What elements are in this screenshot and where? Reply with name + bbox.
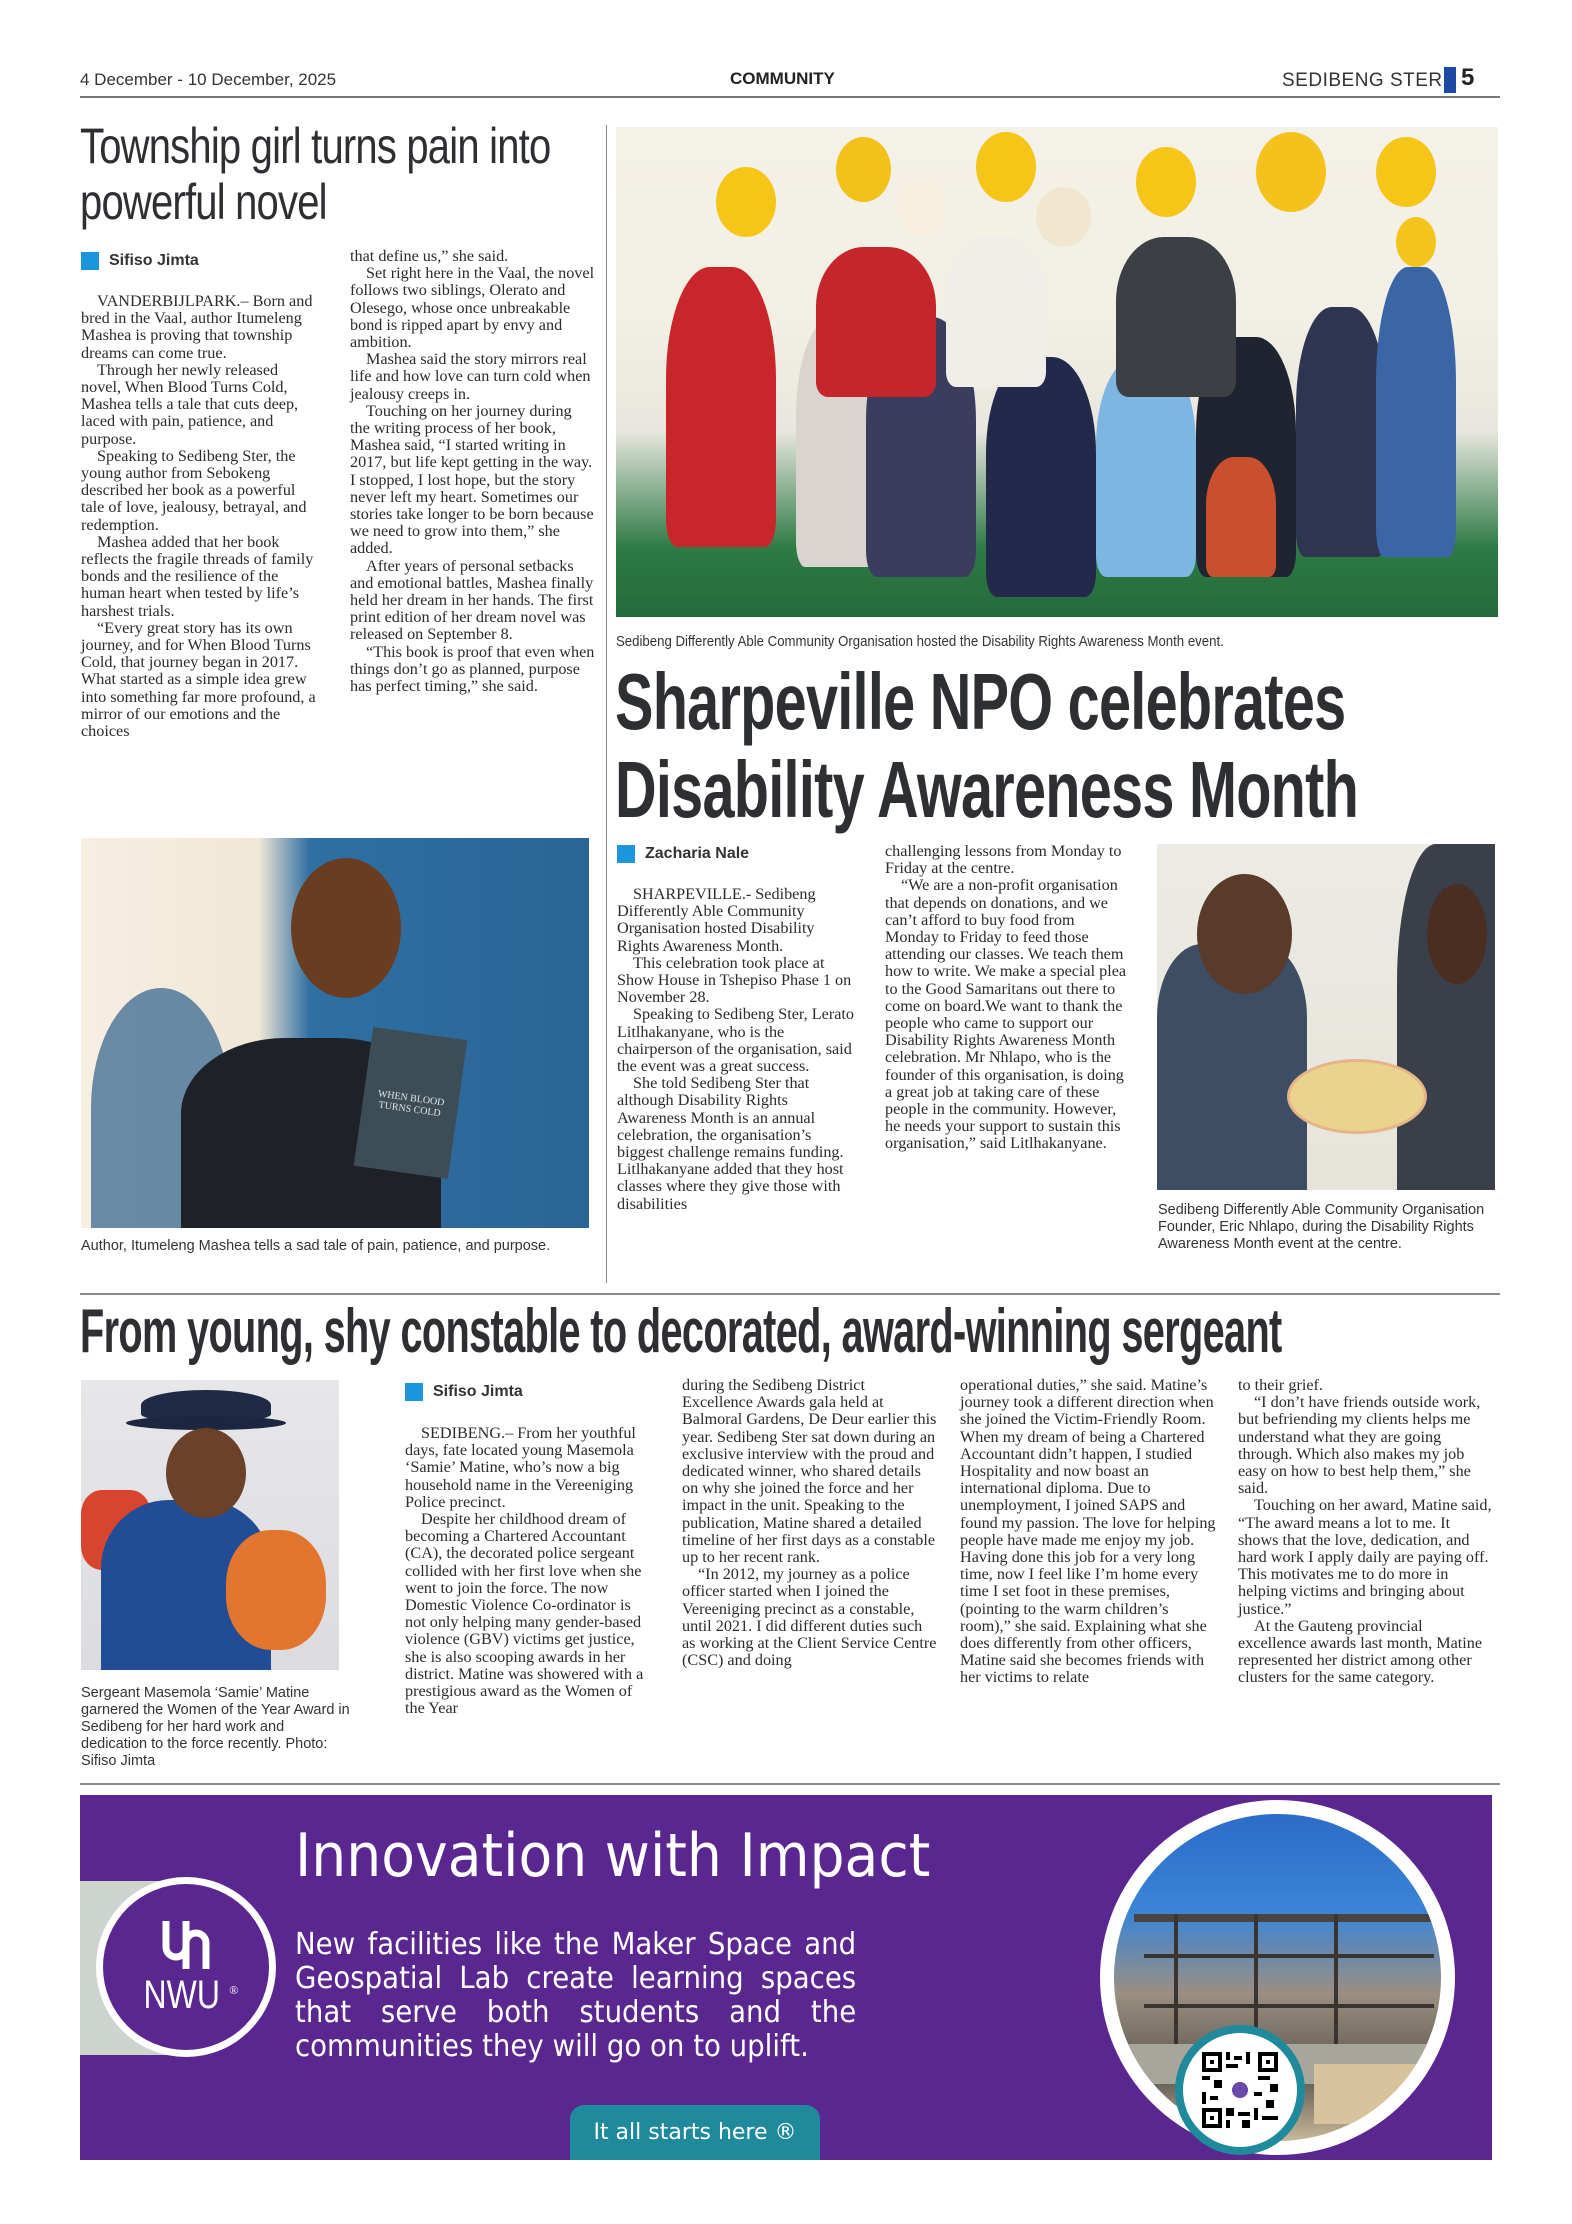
sergeant-photo-caption: Sergeant Masemola ‘Samie’ Matine garnered the Women of the Year Award in Sedibeng for her hard work and dedication to the force recently. Photo: Sifiso Jimta: [81, 1685, 350, 1769]
head-shape: [1197, 874, 1292, 994]
paragraph: “I don’t have friends outside work, but befriending my clients helps me understand what they are going through. Which also makes my job easy on how to best help them,” she said.: [1238, 1393, 1481, 1498]
paragraph: operational duties,” she said. Matine’s journey took a different direction when she joined the Victim-Friendly Room. When my dream of being a Chartered Accountant didn’t happen, I studied Hospitality and now boast an international diploma. Due to unemployment, I joined SAPS and found my passion. The love for helping people have made me enjoy my job. Having done this job for a very long time, now I feel like I’m home every time I set foot in these premises, (pointing to the warm children’s room),” she said. Explaining what she does differently from other officers, Matine said she becomes friends with her victims to relate: [960, 1376, 1216, 1687]
balloon: [976, 132, 1036, 202]
person-shape: [946, 237, 1046, 387]
column-divider: [606, 125, 607, 1283]
story2-column-1: [617, 886, 860, 1213]
story1-headline-line1: Township girl turns pain into: [80, 118, 551, 174]
person-shape: [816, 247, 936, 397]
registered-mark: ®: [229, 1982, 239, 1997]
section-divider: [80, 1293, 1500, 1295]
story3-headline: From young, shy constable to decorated, award-winning sergeant: [80, 1297, 1282, 1366]
nwu-wordmark: NWU: [143, 1972, 220, 2017]
section-label: COMMUNITY: [730, 69, 835, 88]
byline-marker-icon: [617, 845, 635, 863]
nwu-emblem-icon: [158, 1917, 214, 1973]
balloon: [716, 167, 776, 237]
paragraph: to their grief.: [1238, 1376, 1323, 1394]
paragraph: Set right here in the Vaal, the novel follows two siblings, Olerato and Olesego, whose once unbreakable bond is ripped apart by envy and ambition.: [350, 264, 595, 352]
person-shape: [1376, 267, 1456, 557]
nwu-logo: [96, 1877, 276, 2057]
author-photo: [81, 838, 589, 1228]
page-marker-block: [1444, 67, 1456, 93]
byline-author: Zacharia Nale: [645, 845, 750, 862]
paragraph: “This book is proof that even when things don’t go as planned, purpose has perfect timing,” she said.: [350, 642, 595, 696]
balloon: [1396, 217, 1436, 267]
founder-photo-caption: Sedibeng Differently Able Community Organisation Founder, Eric Nhlapo, during the Disability Rights Awareness Month event at the centre.: [1158, 1202, 1485, 1252]
story2-headline-line1: Sharpeville NPO celebrates: [615, 657, 1346, 746]
paragraph: Through her newly released novel, When Blood Turns Cold, Mashea tells a tale that cuts deep, laced with pain, patience, and purpose.: [81, 360, 299, 448]
face-shape: [166, 1428, 246, 1518]
story2-byline: [617, 845, 749, 863]
story1-headline: [80, 118, 550, 230]
paragraph: Mashea said the story mirrors real life and how love can turn cold when jealousy creeps in.: [350, 350, 591, 403]
story3-byline: [405, 1383, 523, 1401]
story1-headline-line2: powerful novel: [80, 174, 327, 230]
story3-column-1: [405, 1425, 655, 1717]
paragraph: “We are a non-profit organisation that depends on donations, and we can’t afford to buy food from Monday to Friday to feed those attending our classes. We teach them how to write. We make a special plea to the Good Samaritans out there to come on board.We want to thank the people who came to support our Disability Rights Awareness Month celebration. Mr Nhlapo, who is the founder of this organisation, is doing a great job at taking care of these people in the community. However, he needs your support to sustain this organisation,” said Litlhakanyane.: [885, 876, 1127, 1153]
plate-shape: [1287, 1059, 1427, 1134]
founder-feeding-photo: [1157, 844, 1495, 1190]
group-photo-caption: Sedibeng Differently Able Community Organisation hosted the Disability Rights Awareness Month event.: [616, 633, 1224, 650]
paragraph: She told Sedibeng Ster that although Disability Rights Awareness Month is an annual celebration, the organisation’s biggest challenge remains funding. Litlhakanyane added that they host classes where they give those with disabilities: [617, 1074, 844, 1213]
balloon: [836, 137, 891, 202]
face-shape: [291, 858, 401, 998]
byline-author: Sifiso Jimta: [109, 252, 199, 269]
byline-marker-icon: [81, 252, 99, 270]
issue-date-range: 4 December - 10 December, 2025: [80, 70, 337, 89]
paragraph: This celebration took place at Show House in Tshepiso Phase 1 on November 28.: [617, 953, 852, 1007]
story2-headline: [615, 658, 1358, 834]
balloon: [1376, 137, 1436, 207]
story3-column-3: [960, 1377, 1216, 1687]
person-shape: [986, 357, 1096, 597]
page-number: 5: [1461, 64, 1475, 91]
story1-column-1: [81, 293, 321, 740]
story1-byline: [81, 252, 199, 270]
story2-headline-line2: Disability Awareness Month: [615, 745, 1359, 834]
section-divider: [80, 1783, 1500, 1785]
advert-cta-button[interactable]: It all starts here ®: [570, 2105, 820, 2160]
paragraph: At the Gauteng provincial excellence awards last month, Matine represented her district among other clusters for the same category.: [1238, 1616, 1483, 1687]
advert-body: New facilities like the Maker Space and Geospatial Lab create learning spaces that serve both students and the communities they will go on to uplift.: [295, 1927, 857, 2064]
qr-code-frame[interactable]: [1175, 2025, 1305, 2155]
paragraph: Despite her childhood dream of becoming a Chartered Accountant (CA), the decorated police sergeant collided with her first love when she went to join the force. The now Domestic Violence Co-ordinator is not only helping many gender-based violence (GBV) victims get justice, she is also scooping awards in her district. Matine was showered with a prestigious award as the Women of the Year: [405, 1510, 644, 1718]
paragraph: Mashea added that her book reflects the fragile threads of family bonds and the resilience of the human heart when tested by life’s harshest trials.: [81, 532, 314, 620]
byline-marker-icon: [405, 1383, 423, 1401]
paragraph: Touching on her journey during the writing process of her book, Mashea said, “I started writing in 2017, but life kept getting in the way. I stopped, I lost hope, but the story never left my heart. Sometimes our stories take longer to be born because we need to grow into them,” she added.: [350, 401, 594, 558]
header-rule: [80, 96, 1500, 98]
paragraph: SEDIBENG.– From her youthful days, fate located young Masemola ‘Samie’ Matine, who’s now a big household name in the Vereeniging Police precinct.: [405, 1424, 636, 1511]
balloon: [1256, 132, 1326, 212]
paper-name: SEDIBENG STER: [1282, 70, 1443, 91]
book-cover: WHEN BLOOD TURNS COLD: [354, 1027, 468, 1179]
paragraph: during the Sedibeng District Excellence Awards gala held at Balmoral Gardens, De Deur earlier this year. Sedibeng Ster sat down during an exclusive interview with the proud and dedicated winner, who shared details on why she joined the force and her impact in the unit. Speaking to the publication, Matine shared a detailed timeline of her first days as a constable up to her recent rank.: [682, 1376, 937, 1567]
story3-column-4: [1238, 1377, 1494, 1687]
paragraph: Touching on her award, Matine said, “The award means a lot to me. It shows that the love, dedication, and hard work I apply daily are paying off. This motivates me to do more in helping victims and bringing about justice.”: [1238, 1496, 1492, 1618]
person-shape: [1116, 237, 1236, 397]
qr-code-icon: [1202, 2052, 1278, 2128]
person-shape: [1206, 457, 1276, 577]
paragraph: Speaking to Sedibeng Ster, Lerato Litlhakanyane, who is the chairperson of the organisation, said the event was a great success.: [617, 1005, 854, 1076]
story2-column-2: [885, 843, 1130, 1153]
paragraph: that define us,” she said.: [350, 247, 509, 265]
paragraph: “In 2012, my journey as a police officer started when I joined the Vereeniging precinct as a constable, until 2021. I did different duties such as working at the Client Service Centre (CSC) and doing: [682, 1565, 937, 1670]
story1-column-2: [350, 248, 595, 695]
sergeant-photo: [81, 1380, 339, 1670]
balloon: [1136, 147, 1196, 217]
person-shape: [666, 267, 776, 547]
paragraph: “Every great story has its own journey, and for When Blood Turns Cold, that journey began in 2017. What started as a simple idea grew into something far more profound, a mirror of our emotions and the choices: [81, 618, 316, 741]
balloon: [896, 177, 946, 237]
byline-author: Sifiso Jimta: [433, 1383, 523, 1400]
toy-shape: [226, 1530, 326, 1650]
paragraph: After years of personal setbacks and emotional battles, Mashea finally held her dream in her hands. The first print edition of her dream novel was released on September 8.: [350, 556, 594, 644]
balloon: [1036, 187, 1091, 247]
paragraph: VANDERBIJLPARK.– Born and bred in the Vaal, author Itumeleng Mashea is proving that township dreams can come true.: [81, 292, 313, 362]
paragraph: Speaking to Sedibeng Ster, the young author from Sebokeng described her book as a powerful tale of love, jealousy, betrayal, and redemption.: [81, 446, 307, 534]
paragraph: challenging lessons from Monday to Friday at the centre.: [885, 842, 1122, 878]
story3-column-2: [682, 1377, 938, 1669]
advert-title: Innovation with Impact: [295, 1821, 931, 1891]
person-shape: [1296, 307, 1386, 557]
head-shape: [1427, 884, 1487, 984]
nwu-advertisement[interactable]: [80, 1795, 1492, 2160]
paragraph: SHARPEVILLE.- Sedibeng Differently Able Community Organisation hosted Disability Rights Awareness Month.: [617, 885, 816, 955]
group-event-photo: [616, 127, 1498, 617]
author-photo-caption: Author, Itumeleng Mashea tells a sad tale of pain, patience, and purpose.: [81, 1238, 551, 1254]
